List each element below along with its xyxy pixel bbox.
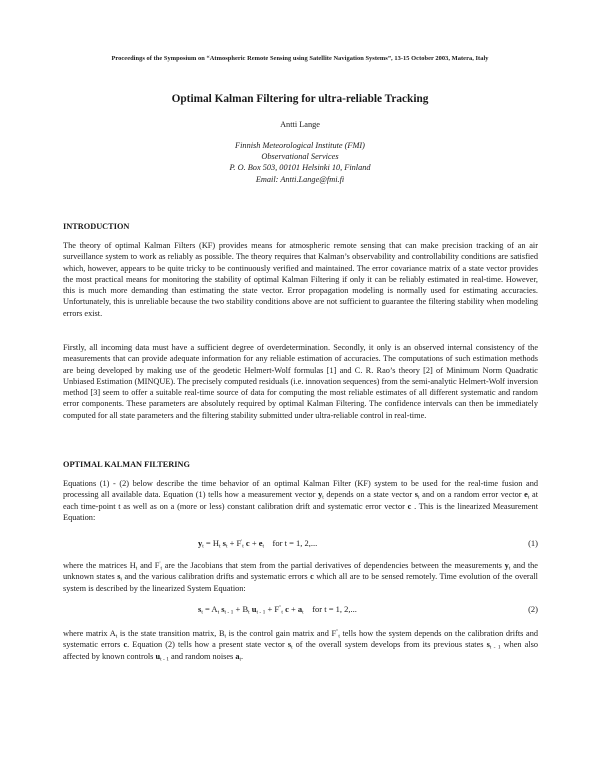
okf-paragraph-3: where matrix $A_t$ is the state transition matrix, $B_t$ is the control gain matrix and $F^"_t$ tells how the system depends on the calibration drifts and systematic errors c. Equation (2) tells how a present state vector $s_t$ of the overall system develops from its previous states $s_{t - 1}$ when also affected by known controls $u_{t - 1}$ and random noises $a_t$. [63,629,539,662]
paper-title: Optimal Kalman Filtering for ultra-reliable Tracking [171,93,429,105]
equation-number-2: (2) [528,604,538,614]
okf-paragraph-2: where the matrices $H_t$ and $F'_t$ are the Jacobians that stem from the partial derivatives of dependencies between the measurements $y_t$ and the unknown states $s_t$ and the various calibration drifts and systematic errors c which all are to be sensed remotely. Time evolution of the overall system is described by the linearized System Equation: [63,561,538,593]
equation-number-1: (1) [528,538,538,548]
system-equation: $s_t = A_t$ $s_{t - 1} + B_t$ $u_{t - 1} + F^"_t$ $c + a_t$ for t = 1, 2,... (2) [198,604,538,616]
heading-introduction: INTRODUCTION [63,222,130,231]
author-affiliation [0,140,600,185]
proceedings-header: Proceedings of the Symposium on “Atmospheric Remote Sensing using Satellite Navigation Systems”, 13-15 October 2003, Matera, Italy [111,55,489,62]
intro-paragraph-1: The theory of optimal Kalman Filters (KF) provides means for atmospheric remote sensing that can make precision tracking of an air surveillance system to work as reliably as possible. The theory requires that Kalman’s observability and controllability conditions are satisfied which, however, appears to be quite tricky to be continuously verified and maintained. The error covariance matrix of a state vector provides the most practical means for monitoring the stability of optimal Kalman Filtering if only it can be reliably estimated in real-time. However, this is much more demanding than estimating the state vector. Error propagation modeling is normally used for estimating accuracies. Unfortunately, this is unreliable because the two stability conditions above are not sufficient to guarantee the filtering stability when modeling errors exist. [63,241,538,318]
affiliation-department: Observational Services [261,152,339,162]
measurement-equation: $y_t = H_t$ $s_t + F'_t$ $c + e_t$ for t = 1, 2,... (1) [198,538,538,550]
affiliation-institute: Finnish Meteorological Institute (FMI) [235,141,365,150]
heading-optimal-kalman-filtering: OPTIMAL KALMAN FILTERING [63,460,190,469]
affiliation-email: Email: Antti.Lange@fmi.fi [255,174,345,184]
affiliation-address: P. O. Box 503, 00101 Helsinki 10, Finland [229,163,371,173]
okf-paragraph-1: Equations (1) - (2) below describe the time behavior of an optimal Kalman Filter (KF) system to be used for the real-time fusion and processing all available data. Equation (1) tells how a measurement vector $y_t$ depends on a state vector $s_t$ and on a random error vector $e_t$ at each time-point t as well as on a (more or less) constant calibration drift and systematic error vector c . This is the linearized Measurement Equation: [63,479,539,522]
author-name: Antti Lange [280,120,320,129]
intro-paragraph-2: Firstly, all incoming data must have a sufficient degree of overdetermination. Secondly, it only is an observed internal consistency of the measurements that can provide adequate information for any reliable estimation of accuracies. The computations of such estimation methods are being developed by making use of the geodetic Helmert-Wolf formulas [1] and C. R. Rao’s theory [2] of Minimum Norm Quadratic Unbiased Estimation (MINQUE). The precisely computed residuals (i.e. innovation sequences) from the semi-analytic Helmert-Wolf inversion method [3] seem to offer a suitable real-time source of data for computing the most reliable estimates of all different systematic and random error components. These parameters are absolutely required by optimal Kalman Filtering. The confidence intervals can then be immediately computed for all state parameters and the filtering stability submitted under ultra-reliable control in real-time. [63,343,538,420]
